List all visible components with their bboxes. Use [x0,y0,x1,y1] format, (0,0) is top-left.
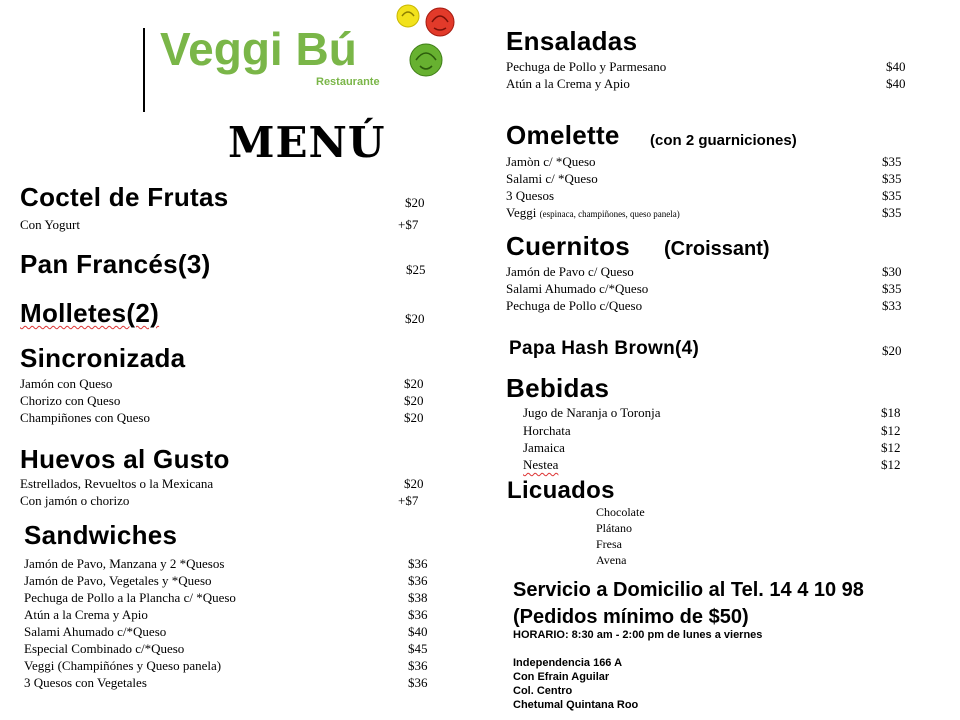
price-coctel: $20 [405,195,425,210]
menu-item: Atún a la Crema y Apio [506,76,630,91]
menu-item-price: +$7 [398,217,419,232]
menu-item: Salami c/ *Queso [506,171,598,186]
menu-item-name: Veggi [506,205,537,220]
menu-title: MENÚ [228,118,386,167]
menu-item-price: $35 [882,188,902,203]
section-title-coctel: Coctel de Frutas [20,182,229,212]
menu-item: Estrellados, Revueltos o la Mexicana [20,476,214,491]
menu-item: Chorizo con Queso [20,393,121,408]
menu-item: Con Yogurt [20,217,80,232]
menu-item-price: +$7 [398,493,419,508]
menu-item-price: $12 [881,423,901,438]
menu-item: Jamòn c/ *Queso [506,154,596,169]
section-title-cuernitos: Cuernitos [506,231,631,261]
menu-item-price: $36 [408,658,428,673]
menu-item: Pechuga de Pollo a la Plancha c/ *Queso [24,590,236,605]
menu-item-price: $35 [882,281,902,296]
section-title-molletes: Molletes(2) [20,298,160,328]
menu-item-price: $35 [882,205,902,220]
menu-item: Atún a la Crema y Apio [24,607,148,622]
menu-item: Plátano [596,521,632,535]
address-line: Independencia 166 A [513,657,623,669]
menu-item-price: $45 [408,641,428,656]
menu-item: Jugo de Naranja o Toronja [523,405,661,420]
menu-item-price: $20 [404,410,424,425]
price-molletes: $20 [405,311,425,326]
section-note-omelette: (con 2 guarniciones) [650,132,797,149]
menu-item-price: $20 [404,476,424,491]
menu-item-price: $40 [886,76,906,91]
address-line: Col. Centro [513,685,573,697]
menu-item-price: $18 [881,405,901,420]
menu-item: 3 Quesos con Vegetales [24,675,147,690]
menu-item-price: $36 [408,556,428,571]
menu-item-price: $36 [408,573,428,588]
menu-item: Salami Ahumado c/*Queso [506,281,649,296]
menu-item: Veggi (Champiñónes y Queso panela) [24,658,222,673]
menu-item-price: $40 [886,59,906,74]
delivery-line: Servicio a Domicilio al Tel. 14 4 10 98 [513,579,864,601]
section-title-pan: Pan Francés(3) [20,249,211,279]
brand-tagline: Restaurante [316,76,380,88]
menu-item-price: $33 [882,298,902,313]
section-title-papa: Papa Hash Brown(4) [509,338,700,359]
menu-item: Jamón de Pavo, Manzana y 2 *Quesos [24,556,225,571]
logo-divider [143,28,145,112]
menu-item: Fresa [596,537,622,551]
menu-item: Salami Ahumado c/*Queso [24,624,167,639]
delivery-minimum: (Pedidos mínimo de $50) [513,606,749,628]
menu-item [506,204,680,221]
menu-item: Pechuga de Pollo y Parmesano [506,59,667,74]
section-title-sandwiches: Sandwiches [24,520,178,550]
menu-item-price: $36 [408,607,428,622]
brand-name: Veggi Bú [160,23,357,75]
menu-item: 3 Quesos [506,188,555,203]
menu-item-price: $30 [882,264,902,279]
price-pan: $25 [406,262,426,277]
menu-item: Con jamón o chorizo [20,493,130,508]
menu-item: Jamón de Pavo c/ Queso [506,264,634,279]
menu-item: Champiñones con Queso [20,410,150,425]
opening-hours: HORARIO: 8:30 am - 2:00 pm de lunes a viernes [513,629,763,641]
section-title-bebidas: Bebidas [506,373,610,403]
menu-item-price: $12 [881,440,901,455]
menu-item-price: $35 [882,154,902,169]
menu-item: Horchata [523,423,571,438]
menu-item: Jamaica [523,440,565,455]
address-line: Con Efrain Aguilar [513,671,610,683]
section-title-sincronizada: Sincronizada [20,343,186,373]
menu-item: Nestea [523,457,559,472]
menu-item-price: $35 [882,171,902,186]
menu-item: Especial Combinado c/*Queso [24,641,185,656]
menu-item: Pechuga de Pollo c/Queso [506,298,643,313]
menu-item: Jamón con Queso [20,376,113,391]
section-note-cuernitos: (Croissant) [664,238,770,260]
section-title-licuados: Licuados [507,477,615,504]
menu-item-price: $36 [408,675,428,690]
fruit-logo-icon [394,2,464,82]
menu-item-detail: (espinaca, champiñones, queso panela) [539,209,680,219]
menu-item-price: $38 [408,590,428,605]
menu-item-price: $20 [404,393,424,408]
menu-item: Avena [596,553,627,567]
section-title-omelette: Omelette [506,120,620,150]
section-title-huevos: Huevos al Gusto [20,444,230,474]
menu-item: Chocolate [596,505,645,519]
section-title-ensaladas: Ensaladas [506,26,638,56]
menu-item: Jamón de Pavo, Vegetales y *Queso [24,573,212,588]
address-line: Chetumal Quintana Roo [513,699,639,711]
menu-item-price: $12 [881,457,901,472]
menu-item-price: $20 [404,376,424,391]
menu-item-price: $40 [408,624,428,639]
price-papa: $20 [882,343,902,358]
